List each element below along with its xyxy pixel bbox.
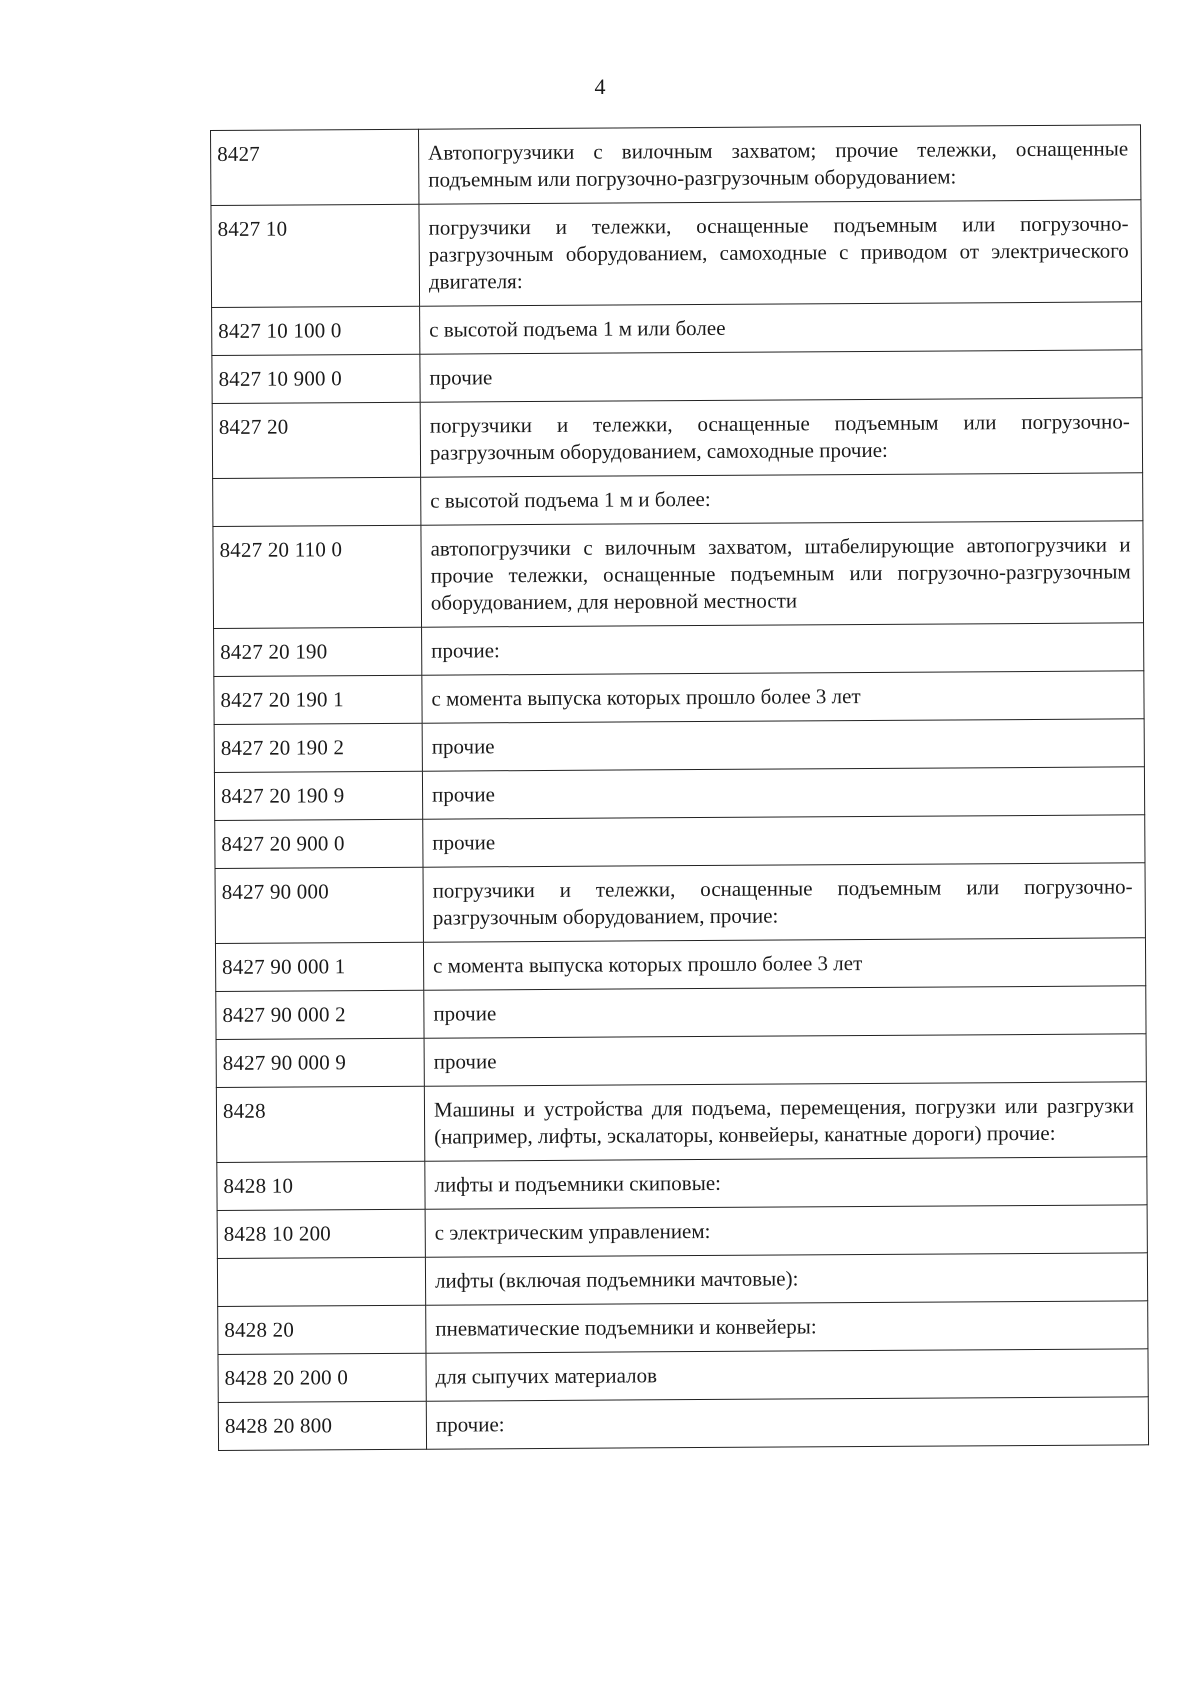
table-row (215, 863, 1145, 944)
table-row (214, 623, 1144, 677)
code-cell: 8427 90 000 1 (215, 942, 423, 991)
description-cell: погрузчики и тележки, оснащенные подъемным или погрузочно-разгрузочным оборудованием, самоходные с приводом от электрического двигателя: (419, 200, 1142, 306)
description-cell: Машины и устройства для подъема, перемещения, погрузки или разгрузки (например, лифты, эскалаторы, конвейеры, канатные дороги) прочие: (424, 1082, 1146, 1161)
tariff-code-table (210, 124, 1149, 1451)
description-cell: с электрическим управлением: (425, 1205, 1147, 1257)
table-row (218, 1397, 1148, 1451)
code-cell: 8428 (216, 1086, 424, 1162)
description-cell: автопогрузчики с вилочным захватом, штабелирующие автопогрузчики и прочие тележки, оснащенные подъемным или погрузочно-разгрузочным оборудованием, для неровной местности (421, 521, 1144, 627)
description-cell: прочие: (422, 623, 1144, 675)
code-cell: 8428 10 (217, 1161, 425, 1210)
code-cell: 8427 20 190 9 (214, 771, 422, 820)
table-row (218, 1301, 1148, 1355)
table-row (211, 200, 1142, 308)
code-cell: 8428 20 200 0 (218, 1353, 426, 1402)
table-row (217, 1205, 1147, 1259)
description-cell: лифты (включая подъемники мачтовые): (425, 1253, 1147, 1305)
table-row (216, 1082, 1146, 1163)
description-cell: погрузчики и тележки, оснащенные подъемным или погрузочно-разгрузочным оборудованием, прочие: (423, 863, 1145, 942)
code-cell: 8427 90 000 (215, 867, 423, 943)
table-row (212, 398, 1142, 479)
description-cell: для сыпучих материалов (426, 1349, 1148, 1401)
table-row (213, 521, 1144, 629)
description-cell: прочие: (426, 1397, 1148, 1449)
table-row (214, 719, 1144, 773)
description-cell: прочие (422, 719, 1144, 771)
code-cell: 8427 20 900 0 (215, 819, 423, 868)
description-cell: с высотой подъема 1 м и более: (421, 473, 1143, 525)
code-cell: 8427 20 190 1 (214, 675, 422, 724)
code-cell (217, 1257, 425, 1306)
code-cell: 8427 20 190 (214, 627, 422, 676)
description-cell: прочие (423, 815, 1145, 867)
table-row (214, 671, 1144, 725)
description-cell: погрузчики и тележки, оснащенные подъемным или погрузочно-разгрузочным оборудованием, самоходные прочие: (420, 398, 1142, 477)
code-cell: 8427 (211, 129, 419, 205)
code-cell: 8428 20 800 (218, 1401, 426, 1450)
table-row (213, 473, 1143, 527)
code-cell: 8427 90 000 2 (216, 990, 424, 1039)
table-row (216, 986, 1146, 1040)
description-cell: прочие (420, 350, 1142, 402)
page-number: 4 (594, 74, 606, 99)
code-cell: 8427 20 (212, 402, 420, 478)
description-cell: лифты и подъемники скиповые: (425, 1157, 1147, 1209)
description-cell: с момента выпуска которых прошло более 3 лет (422, 671, 1144, 723)
description-cell: с момента выпуска которых прошло более 3 лет (423, 938, 1145, 990)
code-cell: 8427 10 100 0 (212, 306, 420, 355)
table-row (215, 815, 1145, 869)
description-cell: с высотой подъема 1 м или более (420, 302, 1142, 354)
table-row (212, 350, 1142, 404)
code-cell: 8427 20 190 2 (214, 723, 422, 772)
table-row (217, 1157, 1147, 1211)
description-cell: Автопогрузчики с вилочным захватом; прочие тележки, оснащенные подъемным или погрузочно-разгрузочным оборудованием: (418, 125, 1140, 204)
table-row (218, 1349, 1148, 1403)
code-cell: 8427 10 900 0 (212, 354, 420, 403)
code-cell: 8428 10 200 (217, 1209, 425, 1258)
description-cell: прочие (424, 986, 1146, 1038)
table-row (215, 938, 1145, 992)
description-cell: прочие (424, 1034, 1146, 1086)
table-row (214, 767, 1144, 821)
code-cell (213, 477, 421, 526)
table-row (217, 1253, 1147, 1307)
code-cell: 8428 20 (218, 1305, 426, 1354)
code-cell: 8427 90 000 9 (216, 1038, 424, 1087)
code-cell: 8427 10 (211, 204, 420, 307)
table-row (212, 302, 1142, 356)
code-cell: 8427 20 110 0 (213, 525, 422, 628)
table-row (216, 1034, 1146, 1088)
description-cell: пневматические подъемники и конвейеры: (426, 1301, 1148, 1353)
table-row (211, 125, 1141, 206)
description-cell: прочие (422, 767, 1144, 819)
